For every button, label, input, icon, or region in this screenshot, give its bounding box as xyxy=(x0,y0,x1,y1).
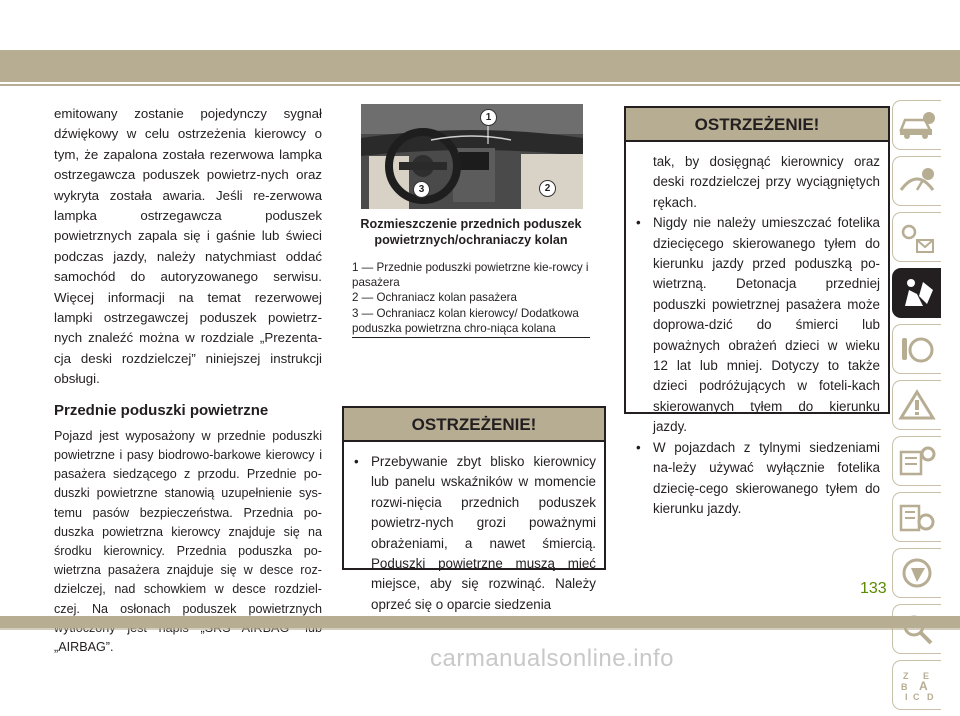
figure-caption: Rozmieszczenie przednich poduszek powietrznych/ochraniaczy kolan xyxy=(360,217,582,247)
tab-dashboard[interactable] xyxy=(892,156,941,206)
warning-box-1 xyxy=(342,406,606,612)
maintenance-icon xyxy=(897,444,937,478)
legend-item-3: 3 — Ochraniacz kolan kierowcy/ Dodatkowa poduszka powietrzna chro-niąca kolana xyxy=(352,306,579,335)
warning-body-1 xyxy=(344,442,604,623)
warning-bullet: • W pojazdach z tylnymi siedzeniami na-leży używać wyłącznie fotelika dziecię-cego skierowanego tyłem do kierunku jazdy. xyxy=(636,438,880,520)
airbag-safety-icon xyxy=(897,276,937,310)
index-letter-b: B xyxy=(901,682,908,692)
legend-item-2: 2 — Ochraniacz kolan pasażera xyxy=(352,291,517,305)
section-heading: Przednie poduszki powietrzne xyxy=(54,401,269,419)
warning-box-2 xyxy=(624,106,890,516)
index-letter-a: A xyxy=(919,679,928,693)
dashboard-photo xyxy=(361,104,583,209)
tab-starting-driving[interactable] xyxy=(892,324,941,374)
front-airbags-paragraph: Pojazd jest wyposażony w przednie poduszki powietrzne i pasy biodrowo-barkowe kierowcy i pasażera siedzącego z przodu. Przednie po-duszki powietrzne stanowią uzupełnienie sys-temu pasów bezpieczeństwa. Przednia po-duszka powietrzna kierowcy znajduje się na środku kierownicy. Przednia poduszka po-wietrzna pasażera znajduje się w desce roz-dzielczej, nad schowkiem w desce rozdziel-czej. Na osłonach poduszek powietrznych „AIRBAG”. xyxy=(54,428,322,654)
tab-safety[interactable] xyxy=(892,268,941,318)
tab-maintenance[interactable] xyxy=(892,436,941,486)
specifications-icon xyxy=(897,500,937,534)
car-info-icon xyxy=(897,108,937,142)
index-letter-c: C xyxy=(913,692,920,702)
callout-marker-1 xyxy=(480,109,497,126)
warning-continuation: tak, by dosięgnąć kierownicy oraz deski rozdzielczej przy wyciągniętych rękach. xyxy=(653,154,880,210)
warning-bullet: • Nigdy nie należy umieszczać fotelika dziecięcego skierowanego tyłem do kierunku jazdy przed poduszką po-wietrzną. Detonacja przedniej poduszki powietrznej pasażera może doprowa-dzić do śmierci lub poważnych obrażeń dzieci w wieku 12 lat lub mniej. Dotyczy to także dzieci podróżujących w foteli-kach skierowanych tyłem do kierunku jazdy. xyxy=(636,213,880,437)
multimedia-icon xyxy=(897,556,937,590)
callout-marker-2 xyxy=(539,180,556,197)
tab-multimedia[interactable] xyxy=(892,548,941,598)
tab-specifications[interactable] xyxy=(892,492,941,542)
callout-label-2: 2 xyxy=(544,183,551,194)
index-letter-z: Z xyxy=(903,671,909,681)
footer-rule xyxy=(0,628,960,630)
warning-title-1: OSTRZEŻENIE! xyxy=(344,408,604,442)
tab-car-info[interactable] xyxy=(892,100,941,150)
watermark: carmanualsonline.info xyxy=(430,645,674,672)
index-letter-i: I xyxy=(905,692,908,702)
dashboard-warning-icon xyxy=(897,164,937,198)
header-band xyxy=(0,50,960,82)
tab-lights-messages[interactable] xyxy=(892,212,941,262)
lights-message-icon xyxy=(897,220,937,254)
warning-title-2: OSTRZEŻENIE! xyxy=(626,108,888,142)
callout-marker-3 xyxy=(413,181,430,198)
driving-controls-icon xyxy=(897,332,937,366)
footer-band xyxy=(0,616,960,628)
emergency-icon xyxy=(897,388,937,422)
index-icon xyxy=(897,668,937,702)
index-letter-d: D xyxy=(927,692,934,702)
warning-bullet: • Przebywanie zbyt blisko kierownicy lub panelu wskaźników w momencie rozwi-nięcia przednich poduszek powietrz-nych grozi poważnymi obrażeniami, a nawet śmiercią. Poduszki powietrzne muszą mieć miejsce, aby się rozwinąć. Należy oprzeć się o oparcie siedzenia xyxy=(354,452,596,615)
page-number: 133 xyxy=(860,580,887,597)
middle-column xyxy=(352,104,590,338)
warning-body-2 xyxy=(626,142,888,527)
callout-label-3: 3 xyxy=(418,184,425,195)
index-letter-e: E xyxy=(923,671,930,681)
intro-paragraph: emitowany zostanie pojedynczy sygnał dźwiękowy w celu ostrzeżenia kierowcy o tym, że zapalona została rezerwowa lampka ostrzegawcza poduszek powietrz-nych oraz wykryta została awaria. Jeśli re-zerwowa lampka ostrzegawcza poduszek powietrznych zapala się i gaśnie lub świeci podczas jazdy, należy natychmiast oddać samochód do autoryzowanego serwisu. Więcej informacji na temat rezerwowej lampki ostrzegawczej poduszek powietrz-nych znaleźć można w rozdziale „Prezenta-cja deski rozdzielczej” niniejszej instrukcji obsługi. xyxy=(54,106,322,387)
header-rule xyxy=(0,84,960,86)
tab-emergency[interactable] xyxy=(892,380,941,430)
tab-index[interactable] xyxy=(892,660,941,710)
legend-divider xyxy=(352,337,590,338)
callout-label-1: 1 xyxy=(485,112,492,123)
left-column xyxy=(54,104,322,657)
legend-item-1: 1 — Przednie poduszki powietrzne kie-rowcy i pasażera xyxy=(352,261,589,290)
figure-legend xyxy=(352,260,590,336)
